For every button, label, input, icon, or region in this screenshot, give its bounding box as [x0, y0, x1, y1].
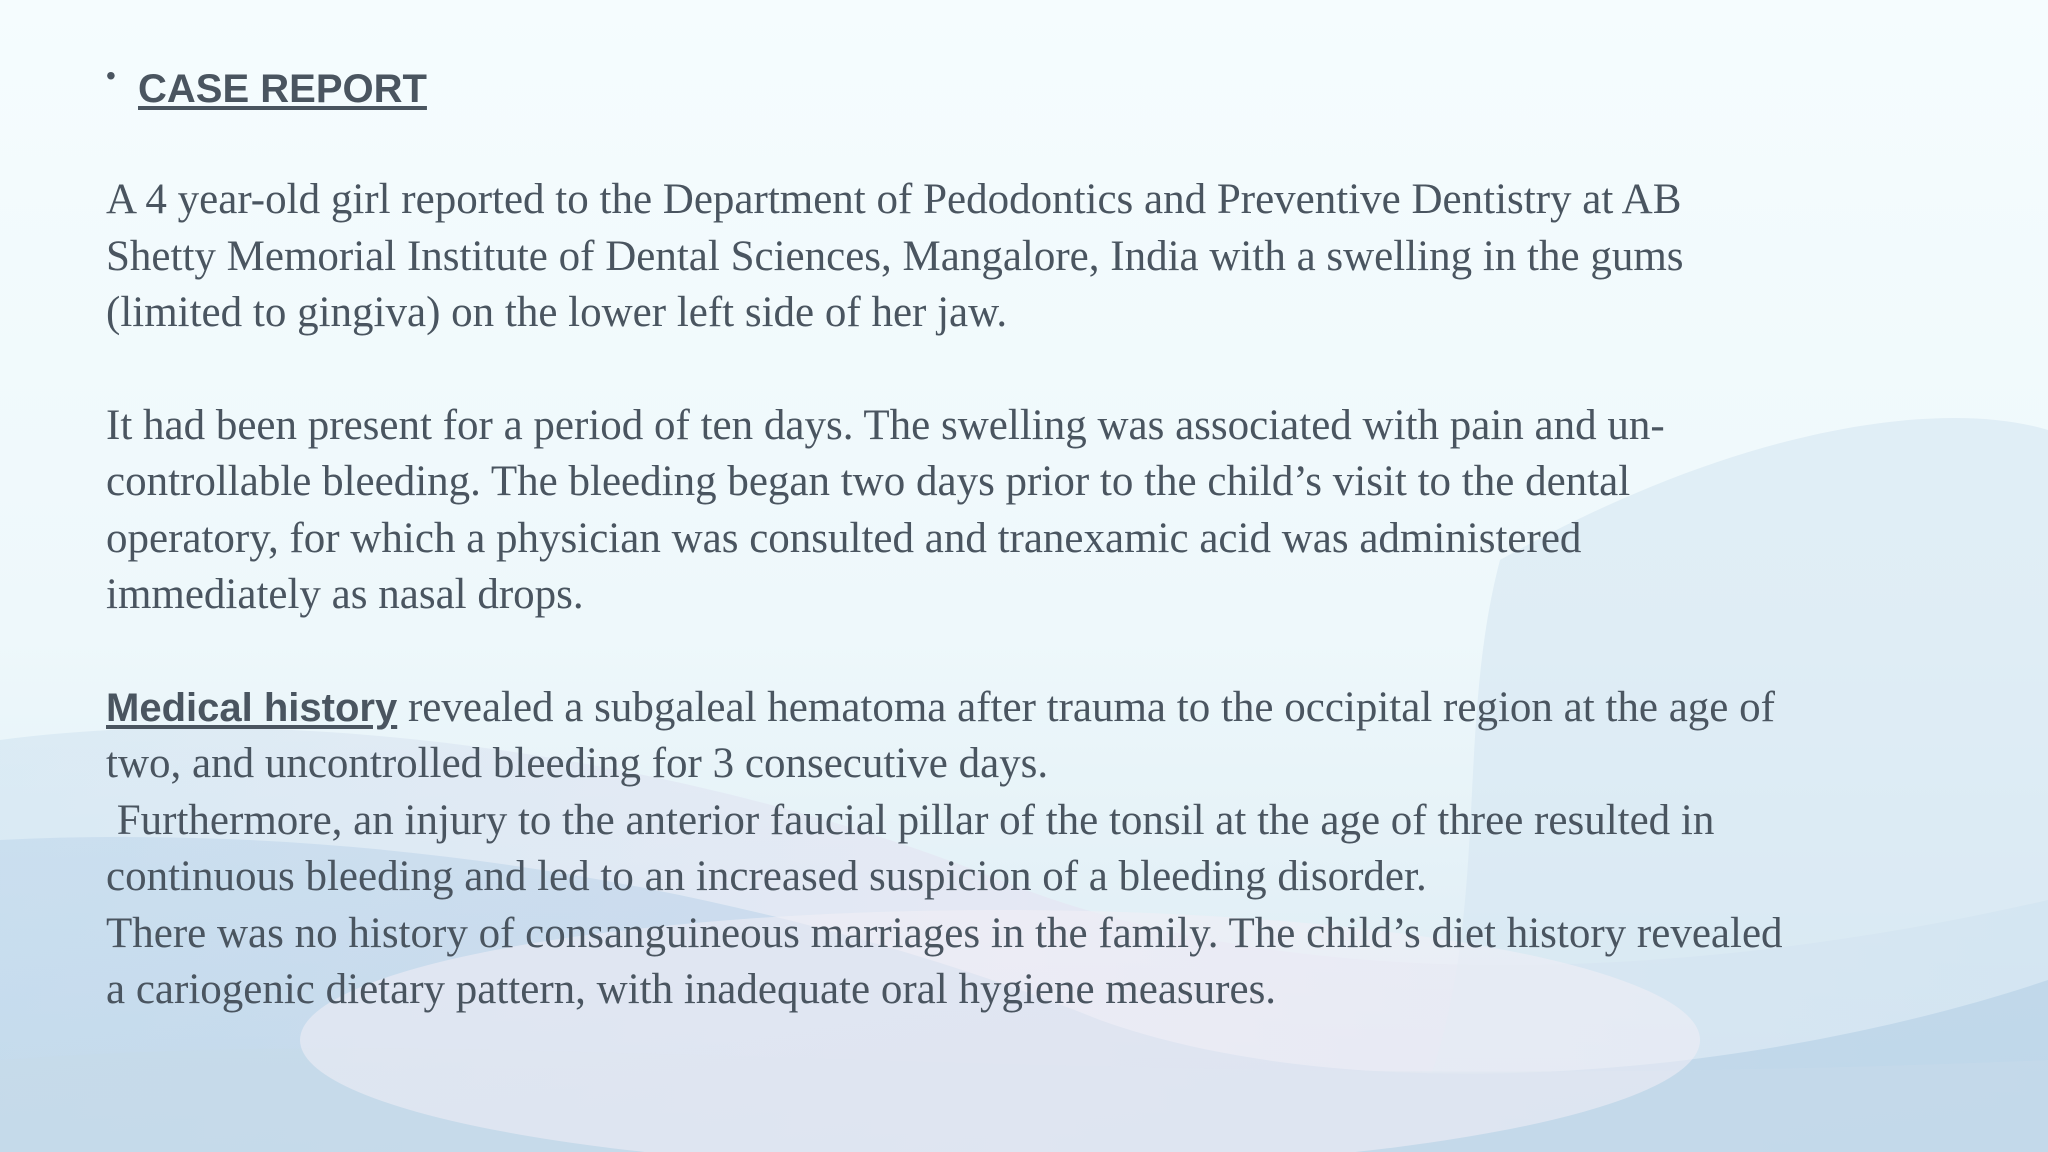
text-fragment: revealed a subgaleal hematoma after trauma to the occipital region at the age of — [397, 683, 1775, 731]
text-line: operatory, for which a physician was consulted and tranexamic acid was administered — [106, 514, 1582, 562]
paragraph-symptoms — [106, 398, 1986, 624]
text-line: Shetty Memorial Institute of Dental Sciences, Mangalore, India with a swelling in the gums — [106, 232, 1684, 280]
text-line — [106, 680, 1986, 737]
slide-content — [106, 60, 1986, 1019]
text-line: It had been present for a period of ten days. The swelling was associated with pain and un- — [106, 401, 1665, 449]
paragraph-presentation — [106, 172, 1986, 342]
heading-row — [106, 60, 1986, 120]
text-line: (limited to gingiva) on the lower left side of her jaw. — [106, 289, 1008, 336]
paragraph-medical-history — [106, 680, 1986, 1019]
case-report-heading: CASE REPORT — [138, 67, 427, 111]
text-line: a cariogenic dietary pattern, with inadequate oral hygiene measures. — [106, 966, 1277, 1013]
text-line: continuous bleeding and led to an increased suspicion of a bleeding disorder. — [106, 853, 1427, 900]
text-line: immediately as nasal drops. — [106, 571, 584, 618]
text-line: two, and uncontrolled bleeding for 3 consecutive days. — [106, 740, 1049, 787]
text-line: controllable bleeding. The bleeding began two days prior to the child’s visit to the dental — [106, 458, 1631, 505]
text-line: A 4 year-old girl reported to the Department of Pedodontics and Preventive Dentistry at AB — [106, 176, 1682, 223]
bullet-icon: • — [106, 60, 116, 91]
medical-history-heading: Medical history — [106, 685, 398, 730]
text-line: There was no history of consanguineous marriages in the family. The child’s diet history revealed — [106, 909, 1783, 957]
text-line: Furthermore, an injury to the anterior faucial pillar of the tonsil at the age of three resulted in — [106, 796, 1715, 844]
